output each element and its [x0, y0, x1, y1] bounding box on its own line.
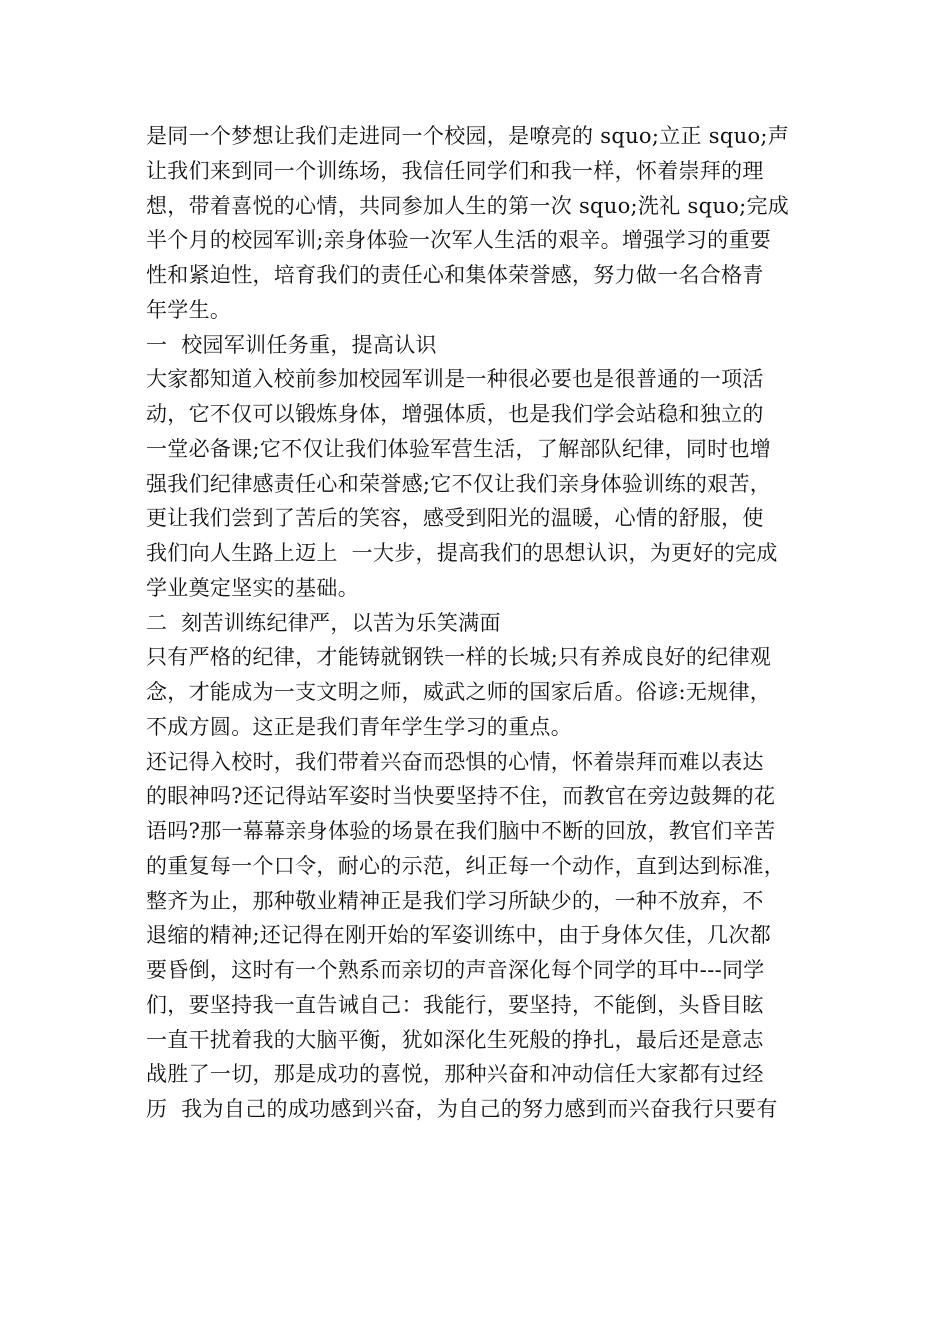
text-line: 更让我们尝到了苦后的笑容，感受到阳光的温暖，心情的舒服，使 — [146, 506, 764, 531]
document-body — [146, 119, 826, 1127]
text-line: 整齐为止，那种敬业精神正是我们学习所缺少的，一种不放弃，不 — [146, 888, 764, 913]
text-line: 动，它不仅可以锻炼身体，增强体质，也是我们学会站稳和独立的 — [146, 402, 764, 426]
text-line: 年学生。 — [146, 297, 232, 322]
text-line: 还记得入校时，我们带着兴奋而恐惧的心情，怀着崇拜而难以表达 — [146, 749, 764, 774]
text-line: 历 我为自己的成功感到兴奋，为自己的努力感到而兴奋我行只要有 — [146, 1097, 778, 1121]
text-line: 战胜了一切，那是成功的喜悦，那种兴奋和冲动信任大家都有过经 — [146, 1062, 764, 1087]
text-line: 们，要坚持我一直告诫自己：我能行，要坚持，不能倒，头昏目眩 — [146, 992, 764, 1017]
text-line: 念，才能成为一支文明之师，威武之师的国家后盾。俗谚:无规律， — [146, 680, 772, 704]
text-line: 让我们来到同一个训练场，我信任同学们和我一样，怀着崇拜的理 — [146, 158, 764, 183]
section-heading-2: 二 刻苦训练纪律严，以苦为乐笑满面 — [146, 610, 501, 635]
text-line: 学业奠定坚实的基础。 — [146, 575, 359, 600]
text-line: 语吗?那一幕幕亲身体验的场景在我们脑中不断的回放，教官们辛苦 — [146, 819, 776, 843]
text-line: 性和紧迫性，培育我们的责任心和集体荣誉感，努力做一名合格青 — [146, 263, 764, 287]
text-line: 大家都知道入校前参加校园军训是一种很必要也是很普通的一项活 — [146, 367, 764, 392]
text-line: 一直干扰着我的大脑平衡，犹如深化生死般的挣扎，最后还是意志 — [146, 1027, 764, 1052]
text-line: 的眼神吗?还记得站军姿时当快要坚持不住，而教官在旁边鼓舞的花 — [146, 784, 776, 809]
text-line: 想，带着喜悦的心情，共同参加人生的第一次 squo;洗礼 squo;完成 — [146, 193, 790, 218]
text-line: 退缩的精神;还记得在刚开始的军姿训练中，由于身体欠佳，几次都 — [146, 923, 772, 948]
text-line: 要昏倒，这时有一个熟系而亲切的声音深化每个同学的耳中---同学 — [146, 958, 765, 982]
section-heading-1: 一 校园军训任务重，提高认识 — [146, 332, 437, 357]
text-line: 我们向人生路上迈上 一大步，提高我们的思想认识，为更好的完成 — [146, 541, 778, 565]
text-line: 一堂必备课;它不仅让我们体验军营生活，了解部队纪律，同时也增 — [146, 436, 772, 461]
text-line: 的重复每一个口令，耐心的示范，纠正每一个动作，直到达到标准， — [146, 853, 785, 878]
text-line: 半个月的校园军训;亲身体验一次军人生活的艰辛。增强学习的重要 — [146, 228, 772, 253]
text-line: 是同一个梦想让我们走进同一个校园，是嘹亮的 squo;立正 squo;声 — [146, 124, 790, 148]
text-line: 只有严格的纪律，才能铸就钢铁一样的长城;只有养成良好的纪律观 — [146, 645, 772, 670]
text-line: 强我们纪律感责任心和荣誉感;它不仅让我们亲身体验训练的艰苦， — [146, 471, 772, 496]
text-line: 不成方圆。这正是我们青年学生学习的重点。 — [146, 714, 572, 739]
